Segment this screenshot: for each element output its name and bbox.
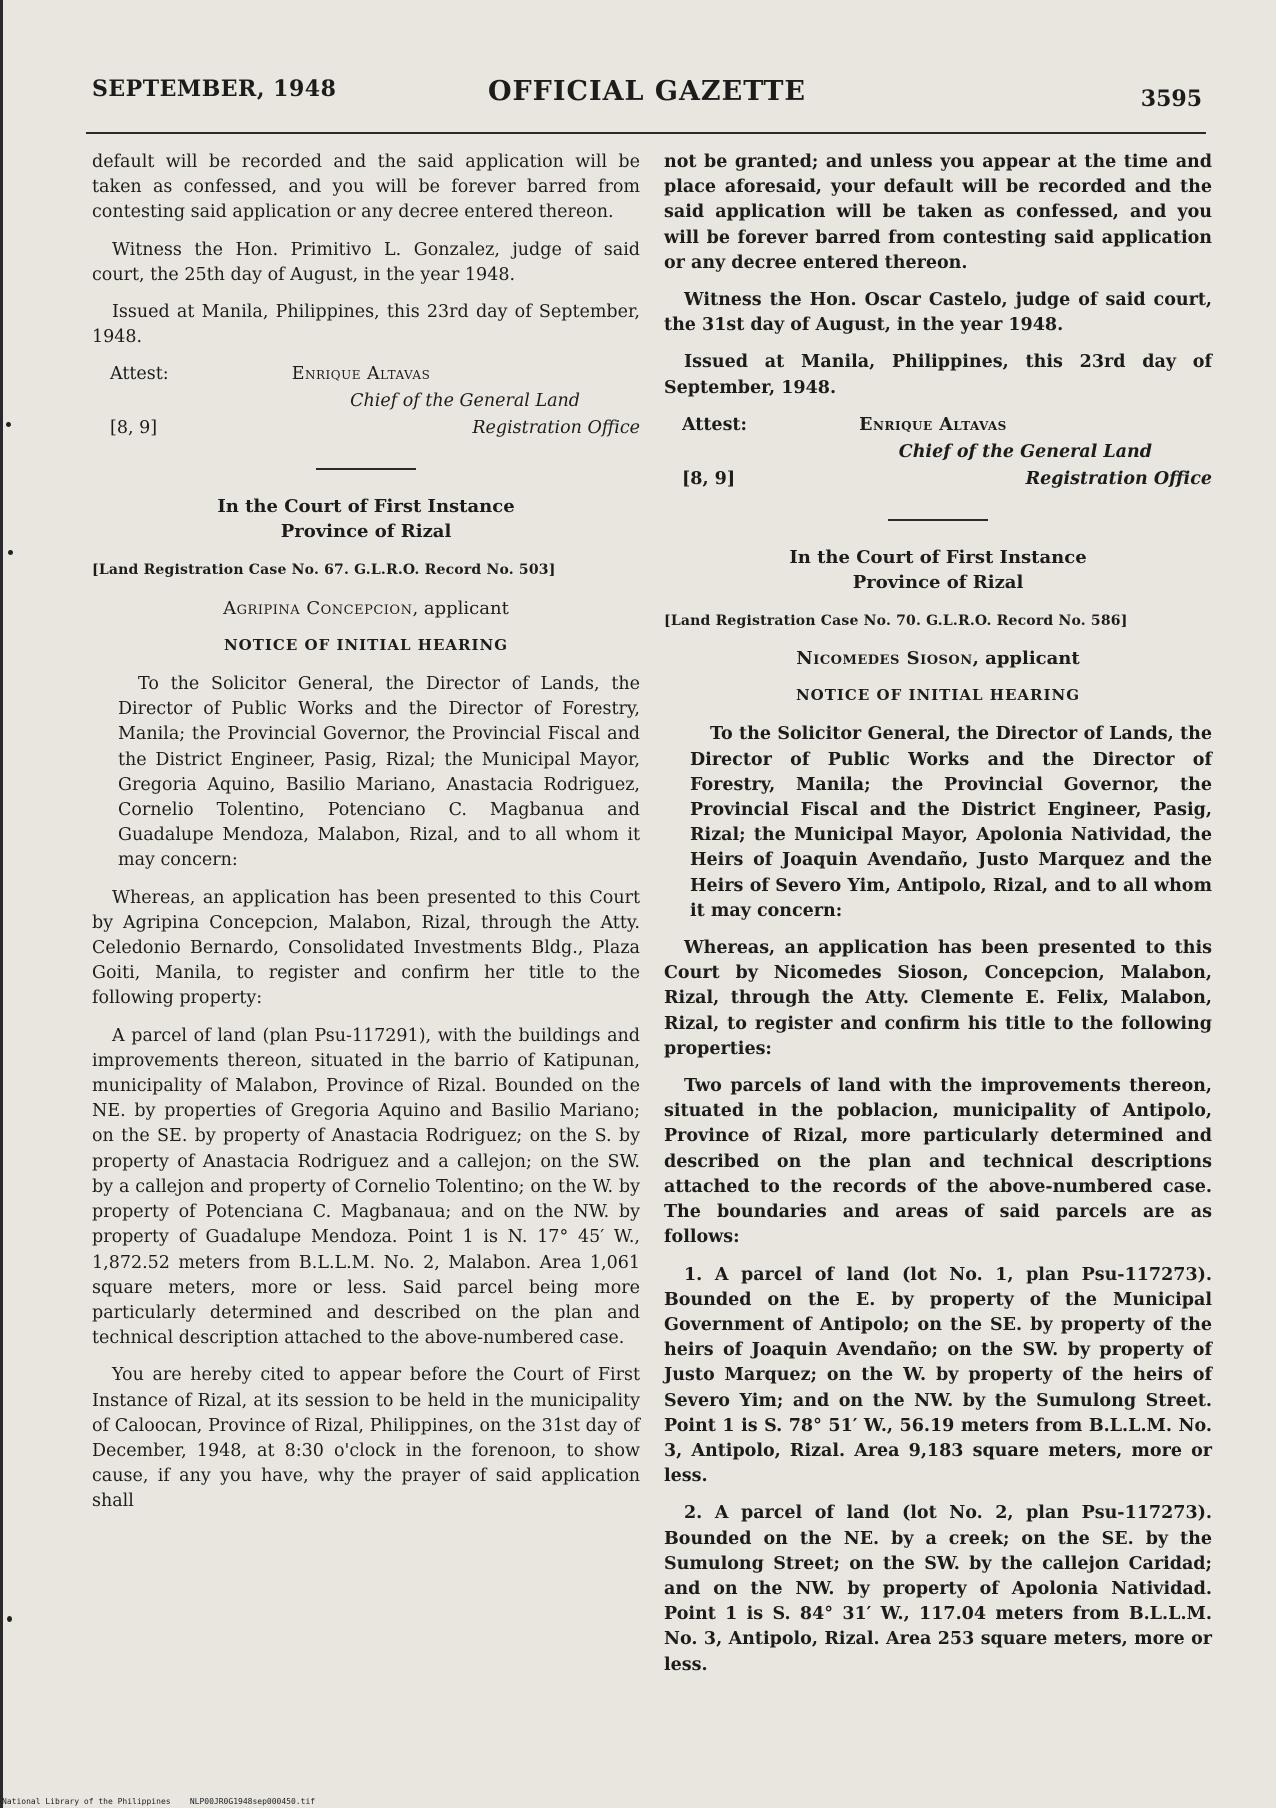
- footer-library: National Library of the Philippines: [2, 1797, 171, 1806]
- applicant-name: Nicomedes Sioson: [796, 648, 973, 670]
- binding-edge: [0, 0, 3, 1808]
- parcel-paragraph: A parcel of land (plan Psu-117291), with the buildings and improvements thereon, situated in the barrio of Katipunan, municipality of Malabon, Province of Rizal. Bounded on the NE. by properties of Gregoria Aquino and Basilio Mariano; on the SE. by property of Anastacia Rodriguez; on the S. by property of Anastacia Rodriguez and a callejon; on the SW. by a callejon and property of Cornelio Tolentino; on the W. by property of Potenciana C. Magbanaua; and on the NW. by property of Guadalupe Mendoza. Point 1 is N. 17° 45′ W., 1,872.52 meters from B.L.L.M. No. 2, Malabon. Area 1,061 square meters, more or less. Said parcel being more particularly determined and described on the plan and technical description attached to the above-numbered case.: [92, 1025, 640, 1349]
- parcel-1-paragraph: 1. A parcel of land (lot No. 1, plan Psu-117273). Bounded on the E. by property of the Municipal Government of Antipolo; on the SE. by property of the heirs of Joaquin Avendaño; on the SW. by property of Justo Marquez; on the W. by property of the heirs of Severo Yim; and on the NW. by the Sumulong Street. Point 1 is S. 78° 51′ W., 56.19 meters from B.L.L.M. No. 3, Antipolo, Rizal. Area 9,183 square meters, more or less.: [664, 1264, 1212, 1487]
- applicant-suffix: , applicant: [972, 648, 1080, 670]
- issued-paragraph: Issued at Manila, Philippines, this 23rd day of September, 1948.: [92, 302, 640, 348]
- witness-paragraph: Witness the Hon. Primitivo L. Gonzalez, judge of said court, the 25th day of August, in the year 1948.: [92, 239, 640, 285]
- header-rule: [86, 132, 1206, 134]
- header-date: SEPTEMBER, 1948: [92, 76, 337, 102]
- attest-title-line2: Registration Office: [1025, 468, 1212, 489]
- page-number: 3595: [1140, 86, 1202, 112]
- attestation-block: [92, 362, 640, 448]
- attestation-block: [664, 413, 1212, 499]
- parcels-intro-paragraph: Two parcels of land with the improvements thereon, situated in the poblacion, municipality of Antipolo, Province of Rizal, more particularly determined and described on the plan and technical descriptions attached to the records of the above-numbered case. The boundaries and areas of said parcels are as follows:: [664, 1076, 1212, 1248]
- attest-title-line2: Registration Office: [472, 418, 640, 439]
- attest-title-line1: Chief of the General Land: [898, 441, 1152, 462]
- scan-footer: [2, 1797, 315, 1806]
- right-column: [664, 150, 1212, 1690]
- notice-title: NOTICE OF INITIAL HEARING: [795, 686, 1081, 705]
- scan-speck: [8, 550, 13, 555]
- court-heading-line2: Province of Rizal: [280, 521, 452, 543]
- issued-paragraph: Issued at Manila, Philippines, this 23rd day of September, 1948.: [664, 352, 1212, 398]
- continuation-paragraph: not be granted; and unless you appear at the time and place aforesaid, your default will be recorded and the said application will be taken as confessed, and you will be forever barred from contesting said application or any decree entered thereon.: [664, 152, 1212, 273]
- attest-label: Attest:: [110, 364, 169, 385]
- court-heading-line1: In the Court of First Instance: [789, 546, 1087, 568]
- notice-title: NOTICE OF INITIAL HEARING: [223, 635, 509, 654]
- scan-speck: [6, 422, 11, 427]
- section-divider: [316, 468, 416, 470]
- attest-ref: [8, 9]: [110, 418, 158, 439]
- case-reference: [Land Registration Case No. 67. G.L.R.O. Record No. 503]: [92, 562, 556, 579]
- header-title: OFFICIAL GAZETTE: [487, 76, 807, 107]
- attest-ref: [8, 9]: [682, 468, 736, 489]
- case-reference: [Land Registration Case No. 70. G.L.R.O. Record No. 586]: [664, 612, 1128, 629]
- addressees-paragraph: To the Solicitor General, the Director of Lands, the Director of Public Works and the Director of Forestry, Manila; the Provincial Governor, the Provincial Fiscal and the District Engineer, Pasig, Rizal; the Municipal Mayor, Apolonia Natividad, the Heirs of Joaquin Avendaño, Justo Marquez and the Heirs of Severo Yim, Antipolo, Rizal, and to all whom it may concern:: [690, 724, 1212, 921]
- page-header: [92, 76, 1202, 116]
- applicant-line: [664, 646, 1212, 671]
- court-heading: [92, 494, 640, 544]
- continuation-paragraph: default will be recorded and the said application will be taken as confessed, and you will be forever barred from contesting said application or any decree entered thereon.: [92, 152, 640, 223]
- court-heading: [664, 545, 1212, 595]
- applicant-suffix: , applicant: [412, 597, 509, 619]
- section-divider: [888, 519, 988, 521]
- left-column: [92, 150, 640, 1527]
- attest-name: Enrique Altavas: [859, 414, 1007, 435]
- applicant-name: Agripina Concepcion: [223, 597, 413, 619]
- scan-speck: [7, 1616, 12, 1622]
- attest-name: Enrique Altavas: [291, 364, 431, 385]
- parcel-2-paragraph: 2. A parcel of land (lot No. 2, plan Psu-117273). Bounded on the NE. by a creek; on the SE. by the Sumulong Street; on the SW. by the callejon Caridad; and on the NW. by property of Apolonia Natividad. Point 1 is S. 84° 31′ W., 117.04 meters from B.L.L.M. No. 3, Antipolo, Rizal. Area 253 square meters, more or less.: [664, 1503, 1212, 1675]
- attest-title-line1: Chief of the General Land: [350, 391, 580, 412]
- applicant-line: [92, 596, 640, 621]
- whereas-paragraph: Whereas, an application has been presented to this Court by Agripina Concepcion, Malabon, Rizal, through the Atty. Celedonio Bernardo, Consolidated Investments Bldg., Plaza Goiti, Manila, to register and confirm her title to the following property:: [92, 887, 640, 1009]
- whereas-paragraph: Whereas, an application has been presented to this Court by Nicomedes Sioson, Concepcion, Malabon, Rizal, through the Atty. Clemente E. Felix, Malabon, Rizal, to register and confirm his title to the following properties:: [664, 938, 1212, 1059]
- addressees-paragraph: To the Solicitor General, the Director of Lands, the Director of Public Works and the Director of Forestry, Manila; the Provincial Governor, the Provincial Fiscal and the District Engineer, Pasig, Rizal; the Municipal Mayor, Gregoria Aquino, Basilio Mariano, Anastacia Rodriguez, Cornelio Tolentino, Potenciano C. Magbanua and Guadalupe Mendoza, Malabon, Rizal, and to all whom it may concern:: [118, 674, 640, 871]
- citation-paragraph: You are hereby cited to appear before the Court of First Instance of Rizal, at its session to be held in the municipality of Caloocan, Province of Rizal, Philippines, on the 31st day of December, 1948, at 8:30 o'clock in the forenoon, to show cause, if any you have, why the prayer of said application shall: [92, 1365, 640, 1512]
- witness-paragraph: Witness the Hon. Oscar Castelo, judge of said court, the 31st day of August, in the year 1948.: [664, 290, 1212, 336]
- court-heading-line2: Province of Rizal: [852, 571, 1024, 593]
- attest-label: Attest:: [682, 414, 747, 435]
- footer-filename: NLP00JR0G1948sep000450.tif: [189, 1797, 316, 1806]
- court-heading-line1: In the Court of First Instance: [217, 496, 515, 518]
